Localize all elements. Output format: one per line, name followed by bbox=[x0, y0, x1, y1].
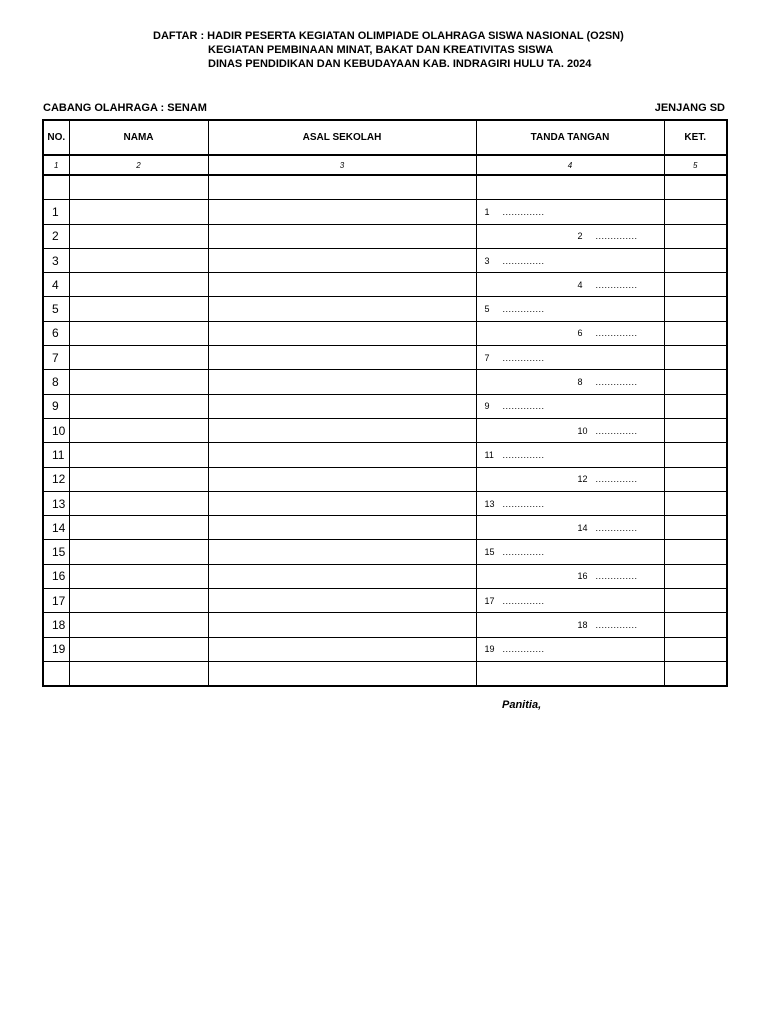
nama-cell[interactable] bbox=[69, 370, 208, 394]
nama-cell[interactable] bbox=[69, 418, 208, 442]
signature-dots: .............. bbox=[595, 377, 638, 388]
nama-cell[interactable] bbox=[69, 661, 208, 686]
table-row bbox=[43, 467, 727, 491]
signature-cell[interactable] bbox=[476, 564, 664, 588]
table-row bbox=[43, 224, 727, 248]
signature-dots: .............. bbox=[595, 231, 638, 242]
signature-dots: .............. bbox=[595, 328, 638, 339]
table-row bbox=[43, 443, 727, 467]
signature-number: 11 bbox=[484, 449, 494, 460]
table-row bbox=[43, 200, 727, 224]
nama-cell[interactable] bbox=[69, 200, 208, 224]
nama-cell[interactable] bbox=[69, 248, 208, 272]
signature-slot bbox=[477, 596, 664, 606]
signature-dots: .............. bbox=[502, 449, 545, 460]
row-number: 9 bbox=[43, 394, 69, 418]
signature-number: 8 bbox=[577, 377, 583, 388]
row-number: 3 bbox=[43, 248, 69, 272]
signature-number: 1 bbox=[484, 206, 490, 217]
title-line-1: DAFTAR : HADIR PESERTA KEGIATAN OLIMPIADE OLAHRAGA SISWA NASIONAL (O2SN) bbox=[153, 30, 624, 42]
asal-sekolah-cell[interactable] bbox=[208, 540, 476, 564]
row-number: 16 bbox=[43, 564, 69, 588]
table-row-blank-top bbox=[43, 175, 727, 200]
row-number: 14 bbox=[43, 516, 69, 540]
row-number: 10 bbox=[43, 418, 69, 442]
signature-slot bbox=[477, 644, 664, 654]
nama-cell[interactable] bbox=[69, 321, 208, 345]
signature-dots: .............. bbox=[595, 474, 638, 485]
signature-cell[interactable] bbox=[476, 467, 664, 491]
row-number: 2 bbox=[43, 224, 69, 248]
ket-cell[interactable] bbox=[664, 394, 727, 418]
header-no: NO. bbox=[43, 120, 69, 155]
signature-cell[interactable] bbox=[476, 248, 664, 272]
signature-dots: .............. bbox=[502, 498, 545, 509]
signature-slot bbox=[477, 571, 664, 581]
signature-slot bbox=[477, 304, 664, 314]
nama-cell[interactable] bbox=[69, 346, 208, 370]
table-row bbox=[43, 418, 727, 442]
row-number: 4 bbox=[43, 273, 69, 297]
row-number: 7 bbox=[43, 346, 69, 370]
row-number: 12 bbox=[43, 467, 69, 491]
signature-cell[interactable] bbox=[476, 637, 664, 661]
asal-sekolah-cell[interactable] bbox=[208, 443, 476, 467]
signature-cell[interactable] bbox=[476, 540, 664, 564]
table-row-blank-bottom bbox=[43, 661, 727, 686]
signature-slot bbox=[477, 450, 664, 460]
ket-cell[interactable] bbox=[664, 418, 727, 442]
ket-cell[interactable] bbox=[664, 346, 727, 370]
table-row bbox=[43, 273, 727, 297]
ket-cell[interactable] bbox=[664, 273, 727, 297]
ket-cell[interactable] bbox=[664, 224, 727, 248]
ket-cell[interactable] bbox=[664, 248, 727, 272]
signature-slot bbox=[477, 256, 664, 266]
header-ket: KET. bbox=[664, 120, 727, 155]
signature-dots: .............. bbox=[502, 401, 545, 412]
signature-slot bbox=[477, 547, 664, 557]
ket-cell[interactable] bbox=[664, 589, 727, 613]
table-row bbox=[43, 297, 727, 321]
asal-sekolah-cell[interactable] bbox=[208, 613, 476, 637]
nama-cell[interactable] bbox=[69, 564, 208, 588]
row-number: 15 bbox=[43, 540, 69, 564]
asal-sekolah-cell[interactable] bbox=[208, 321, 476, 345]
table-row bbox=[43, 370, 727, 394]
signature-cell[interactable] bbox=[476, 370, 664, 394]
asal-sekolah-cell[interactable] bbox=[208, 175, 476, 200]
column-number: 4 bbox=[476, 155, 664, 175]
row-number: 8 bbox=[43, 370, 69, 394]
signature-number: 10 bbox=[577, 425, 588, 436]
nama-cell[interactable] bbox=[69, 491, 208, 515]
table-row bbox=[43, 564, 727, 588]
asal-sekolah-cell[interactable] bbox=[208, 418, 476, 442]
asal-sekolah-cell[interactable] bbox=[208, 564, 476, 588]
nama-cell[interactable] bbox=[69, 637, 208, 661]
signature-dots: .............. bbox=[502, 644, 545, 655]
signature-number: 12 bbox=[577, 474, 588, 485]
signature-cell[interactable] bbox=[476, 321, 664, 345]
signature-number: 6 bbox=[577, 328, 583, 339]
ket-cell[interactable] bbox=[664, 564, 727, 588]
row-number: 5 bbox=[43, 297, 69, 321]
row-number: 6 bbox=[43, 321, 69, 345]
signature-cell[interactable] bbox=[476, 224, 664, 248]
nama-cell[interactable] bbox=[69, 443, 208, 467]
nama-cell[interactable] bbox=[69, 467, 208, 491]
signature-slot bbox=[477, 207, 664, 217]
signature-cell[interactable] bbox=[476, 346, 664, 370]
signature-number: 13 bbox=[484, 498, 495, 509]
signature-dots: .............. bbox=[595, 522, 638, 533]
row-number bbox=[43, 661, 69, 686]
asal-sekolah-cell[interactable] bbox=[208, 370, 476, 394]
title-line-2: KEGIATAN PEMBINAAN MINAT, BAKAT DAN KREATIVITAS SISWA bbox=[208, 44, 554, 56]
signature-number: 3 bbox=[484, 255, 490, 266]
signature-cell[interactable] bbox=[476, 297, 664, 321]
ket-cell[interactable] bbox=[664, 175, 727, 200]
signature-slot bbox=[477, 401, 664, 411]
asal-sekolah-cell[interactable] bbox=[208, 516, 476, 540]
table-row bbox=[43, 540, 727, 564]
nama-cell[interactable] bbox=[69, 273, 208, 297]
ket-cell[interactable] bbox=[664, 491, 727, 515]
signature-cell[interactable] bbox=[476, 200, 664, 224]
signature-number: 5 bbox=[484, 304, 490, 315]
table-body bbox=[43, 175, 727, 686]
signature-number: 4 bbox=[577, 279, 583, 290]
attendance-table bbox=[42, 119, 728, 687]
nama-cell[interactable] bbox=[69, 589, 208, 613]
asal-sekolah-cell[interactable] bbox=[208, 491, 476, 515]
header-tanda-tangan: TANDA TANGAN bbox=[476, 120, 664, 155]
column-number: 3 bbox=[208, 155, 476, 175]
ket-cell[interactable] bbox=[664, 540, 727, 564]
ket-cell[interactable] bbox=[664, 443, 727, 467]
signature-slot bbox=[477, 280, 664, 290]
nama-cell[interactable] bbox=[69, 175, 208, 200]
ket-cell[interactable] bbox=[664, 467, 727, 491]
row-number: 11 bbox=[43, 443, 69, 467]
table-row bbox=[43, 613, 727, 637]
column-number: 5 bbox=[664, 155, 727, 175]
table-row bbox=[43, 321, 727, 345]
asal-sekolah-cell[interactable] bbox=[208, 589, 476, 613]
signature-number: 16 bbox=[577, 571, 588, 582]
signature-dots: .............. bbox=[502, 206, 545, 217]
asal-sekolah-cell[interactable] bbox=[208, 394, 476, 418]
signature-dots: .............. bbox=[595, 619, 638, 630]
signature-cell[interactable] bbox=[476, 443, 664, 467]
nama-cell[interactable] bbox=[69, 297, 208, 321]
header-asal-sekolah: ASAL SEKOLAH bbox=[208, 120, 476, 155]
signature-slot bbox=[477, 474, 664, 484]
committee-label: Panitia, bbox=[502, 699, 542, 711]
ket-cell[interactable] bbox=[664, 613, 727, 637]
row-number: 17 bbox=[43, 589, 69, 613]
asal-sekolah-cell[interactable] bbox=[208, 224, 476, 248]
table-row bbox=[43, 491, 727, 515]
ket-cell[interactable] bbox=[664, 637, 727, 661]
signature-number: 17 bbox=[484, 595, 495, 606]
signature-dots: .............. bbox=[502, 255, 545, 266]
table-row bbox=[43, 394, 727, 418]
signature-cell[interactable] bbox=[476, 273, 664, 297]
table-row bbox=[43, 516, 727, 540]
row-number: 1 bbox=[43, 200, 69, 224]
signature-number: 7 bbox=[484, 352, 490, 363]
table-header-row bbox=[43, 120, 727, 155]
signature-slot bbox=[477, 328, 664, 338]
sport-branch-label: CABANG OLAHRAGA : SENAM bbox=[43, 102, 207, 114]
ket-cell[interactable] bbox=[664, 516, 727, 540]
signature-cell[interactable] bbox=[476, 589, 664, 613]
nama-cell[interactable] bbox=[69, 516, 208, 540]
level-label: JENJANG SD bbox=[654, 102, 725, 114]
asal-sekolah-cell[interactable] bbox=[208, 273, 476, 297]
signature-slot bbox=[477, 499, 664, 509]
nama-cell[interactable] bbox=[69, 613, 208, 637]
signature-number: 9 bbox=[484, 401, 490, 412]
signature-slot bbox=[477, 426, 664, 436]
asal-sekolah-cell[interactable] bbox=[208, 297, 476, 321]
ket-cell[interactable] bbox=[664, 321, 727, 345]
table-row bbox=[43, 637, 727, 661]
signature-number: 19 bbox=[484, 644, 495, 655]
signature-cell[interactable] bbox=[476, 491, 664, 515]
title-line-3: DINAS PENDIDIKAN DAN KEBUDAYAAN KAB. INDRAGIRI HULU TA. 2024 bbox=[208, 58, 592, 70]
column-number-row bbox=[43, 155, 727, 175]
signature-slot bbox=[477, 377, 664, 387]
signature-slot bbox=[477, 353, 664, 363]
signature-dots: .............. bbox=[595, 425, 638, 436]
row-number: 18 bbox=[43, 613, 69, 637]
table-row bbox=[43, 589, 727, 613]
signature-dots: .............. bbox=[502, 352, 545, 363]
signature-cell[interactable] bbox=[476, 175, 664, 200]
signature-dots: .............. bbox=[502, 304, 545, 315]
signature-slot bbox=[477, 231, 664, 241]
signature-slot bbox=[477, 620, 664, 630]
signature-dots: .............. bbox=[502, 595, 545, 606]
signature-dots: .............. bbox=[595, 571, 638, 582]
signature-dots: .............. bbox=[502, 547, 545, 558]
asal-sekolah-cell[interactable] bbox=[208, 467, 476, 491]
signature-cell[interactable] bbox=[476, 516, 664, 540]
column-number: 2 bbox=[69, 155, 208, 175]
column-number: 1 bbox=[43, 155, 69, 175]
header-nama: NAMA bbox=[69, 120, 208, 155]
ket-cell[interactable] bbox=[664, 370, 727, 394]
row-number: 13 bbox=[43, 491, 69, 515]
nama-cell[interactable] bbox=[69, 224, 208, 248]
signature-slot bbox=[477, 523, 664, 533]
signature-number: 18 bbox=[577, 619, 588, 630]
asal-sekolah-cell[interactable] bbox=[208, 661, 476, 686]
nama-cell[interactable] bbox=[69, 394, 208, 418]
asal-sekolah-cell[interactable] bbox=[208, 637, 476, 661]
table-row bbox=[43, 248, 727, 272]
signature-number: 14 bbox=[577, 522, 588, 533]
signature-number: 15 bbox=[484, 547, 495, 558]
asal-sekolah-cell[interactable] bbox=[208, 248, 476, 272]
nama-cell[interactable] bbox=[69, 540, 208, 564]
asal-sekolah-cell[interactable] bbox=[208, 200, 476, 224]
signature-number: 2 bbox=[577, 231, 583, 242]
asal-sekolah-cell[interactable] bbox=[208, 346, 476, 370]
signature-cell[interactable] bbox=[476, 661, 664, 686]
ket-cell[interactable] bbox=[664, 661, 727, 686]
ket-cell[interactable] bbox=[664, 200, 727, 224]
signature-cell[interactable] bbox=[476, 394, 664, 418]
table-row bbox=[43, 346, 727, 370]
signature-cell[interactable] bbox=[476, 613, 664, 637]
row-number: 19 bbox=[43, 637, 69, 661]
signature-cell[interactable] bbox=[476, 418, 664, 442]
signature-dots: .............. bbox=[595, 279, 638, 290]
ket-cell[interactable] bbox=[664, 297, 727, 321]
